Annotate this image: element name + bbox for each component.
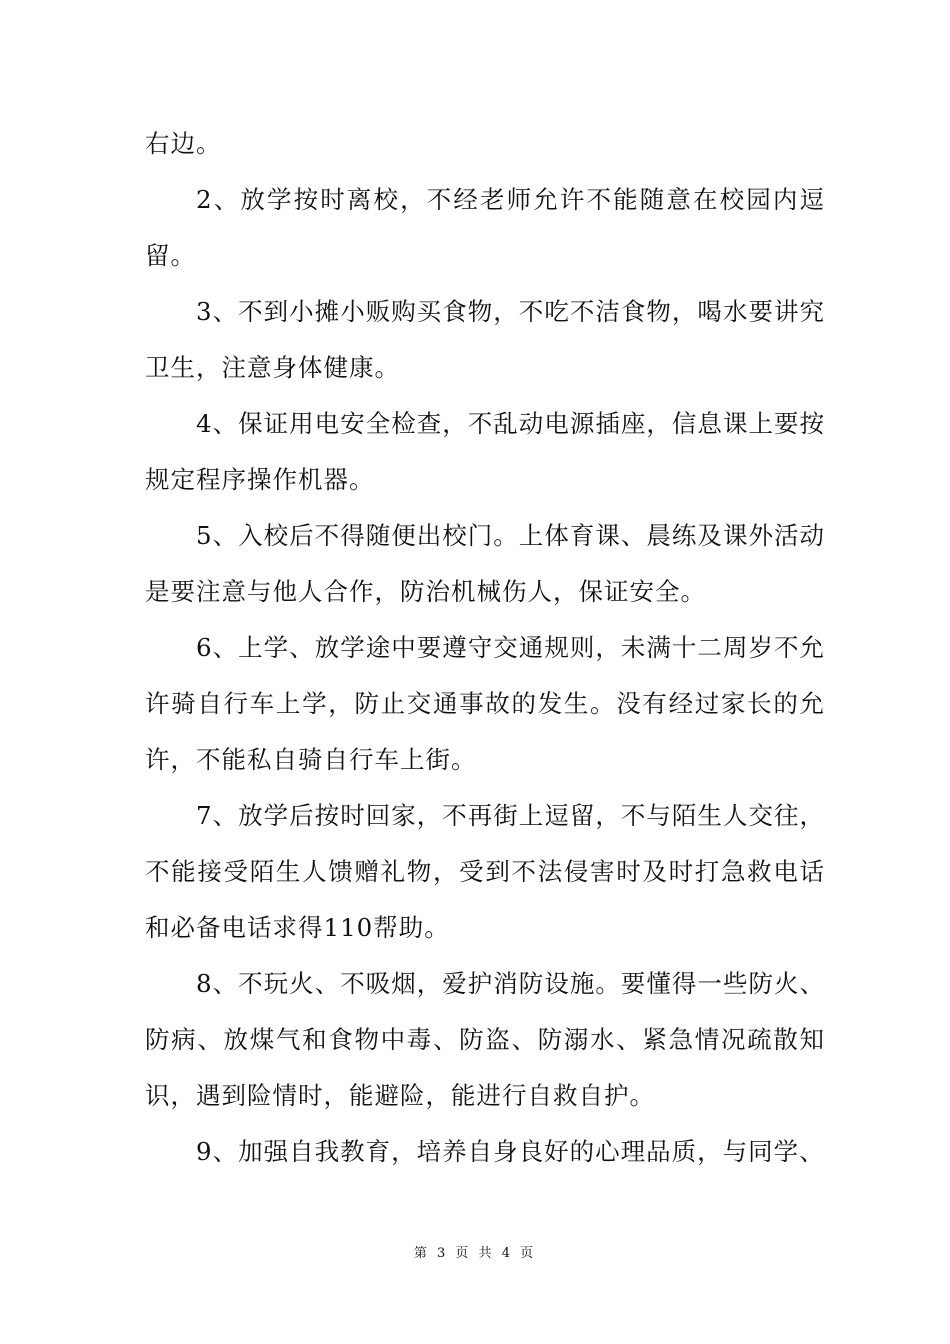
paragraph-item-2: 2、放学按时离校，不经老师允许不能随意在校园内逗留。: [145, 185, 825, 270]
paragraph-continuation: 右边。: [145, 129, 222, 158]
paragraph-item-6: 6、上学、放学途中要遵守交通规则，未满十二周岁不允许骑自行车上学，防止交通事故的发生。没有经过家长的允许，不能私自骑自行车上街。: [145, 633, 825, 774]
paragraph-item-3: 3、不到小摊小贩购买食物，不吃不洁食物，喝水要讲究卫生，注意身体健康。: [145, 297, 825, 382]
paragraph-item-9: 9、加强自我教育，培养自身良好的心理品质，与同学、: [196, 1137, 825, 1166]
paragraph-item-4: 4、保证用电安全检查，不乱动电源插座，信息课上要按规定程序操作机器。: [145, 409, 825, 494]
document-body: [145, 116, 825, 1180]
paragraph-item-8: 8、不玩火、不吸烟，爱护消防设施。要懂得一些防火、防病、放煤气和食物中毒、防盗、防溺水、紧急情况疏散知识，遇到险情时，能避险，能进行自救自护。: [145, 969, 825, 1110]
page-number-footer: 第 3 页 共 4 页: [413, 1246, 537, 1261]
paragraph-item-7: 7、放学后按时回家，不再街上逗留，不与陌生人交往，不能接受陌生人馈赠礼物，受到不法侵害时及时打急救电话和必备电话求得110帮助。: [145, 801, 825, 942]
paragraph-item-5: 5、入校后不得随便出校门。上体育课、晨练及课外活动是要注意与他人合作，防治机械伤人，保证安全。: [145, 521, 825, 606]
